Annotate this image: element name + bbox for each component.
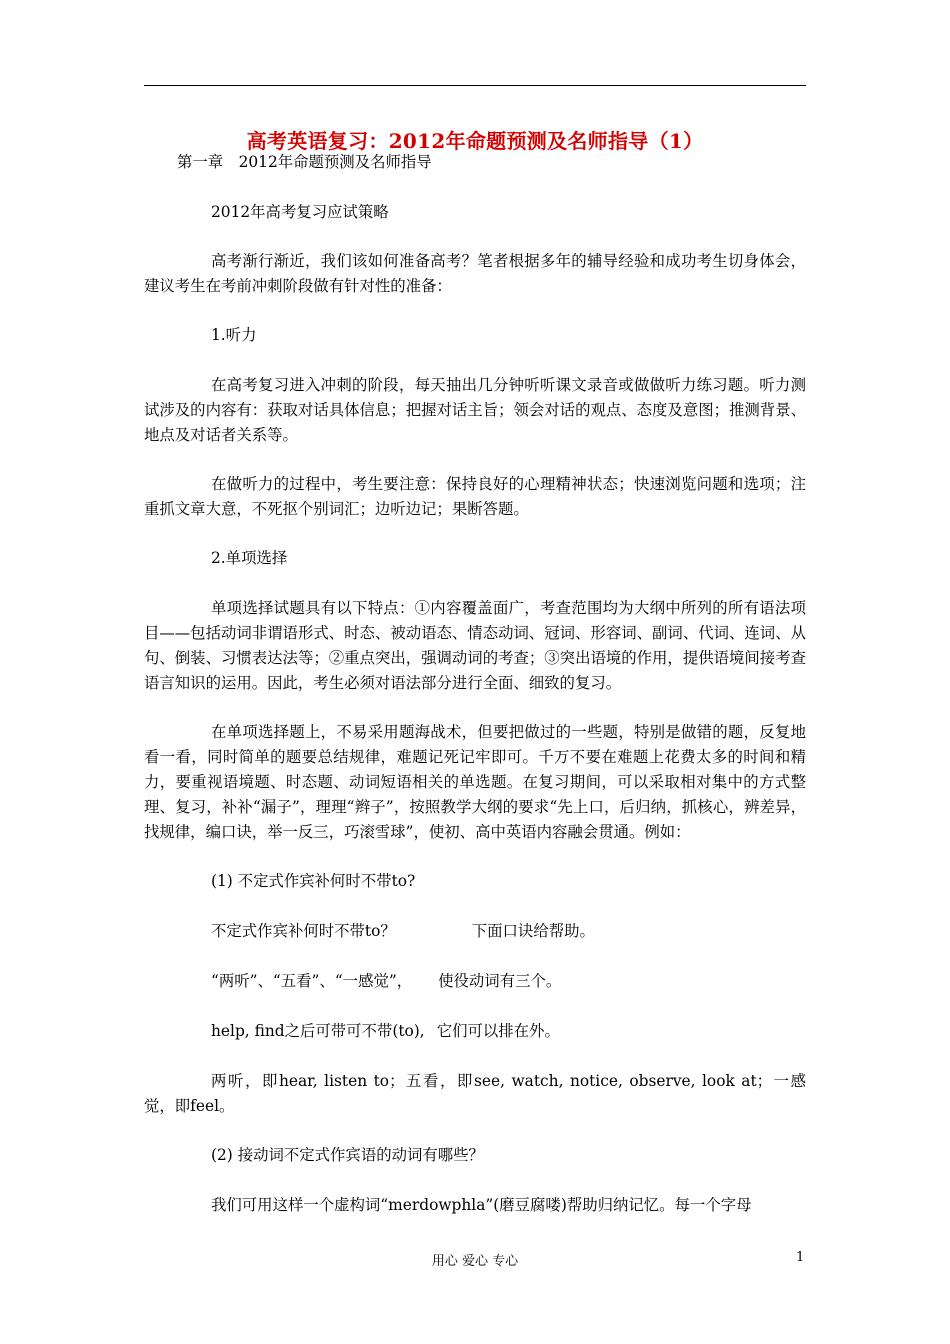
page-number: 1 [796, 1250, 805, 1265]
rhyme-line-1-a: 不定式作宾补何时不带to？ [211, 922, 396, 940]
listening-paragraph-2: 在做听力的过程中，考生要注意：保持良好的心理精神状态；快速浏览问题和选项；注重抓文章大意，不死抠个别词汇；边听边记；果断答题。 [144, 475, 806, 518]
chapter-heading: 第一章 2012年命题预测及名师指导 [177, 153, 432, 171]
single-choice-paragraph-2: 在单项选择题上，不易采用题海战术，但要把做过的一些题，特别是做错的题，反复地看一看，同时简单的题要总结规律，难题记死记牢即可。千万不要在难题上花费太多的时间和精力，要重视语境题、时态题、动词短语相关的单选题。在复习期间，可以采取相对集中的方式整理、复习，补补“漏子”，理理“辫子”，按照教学大纲的要求“先上口，后归纳，抓核心，辨差异，找规律，编口诀，举一反三，巧滚雪球”，使初、高中英语内容融会贯通。例如： [144, 723, 806, 841]
question-2-paragraph: 我们可用这样一个虚构词“merdowphla”(磨豆腐喽)帮助归纳记忆。每一个字母 [211, 1196, 752, 1214]
rhyme-line-2-a: “两听”、“五看”、“一感觉”， [211, 972, 413, 990]
rhyme-line-2-b: 使役动词有三个。 [438, 972, 562, 990]
rhyme-line-1 [211, 919, 806, 944]
rhyme-line-2 [211, 969, 806, 994]
document-title: 高考英语复习：2012年命题预测及名师指导（1） [246, 129, 704, 153]
rhyme-line-3 [211, 1019, 806, 1044]
listening-paragraph-1: 在高考复习进入冲刺的阶段，每天抽出几分钟听听课文录音或做做听力练习题。听力测试涉及的内容有：获取对话具体信息；把握对话主旨；领会对话的观点、态度及意图；推测背景、地点及对话者关系等。 [144, 376, 806, 444]
rhyme-explanation: 两听，即hear, listen to；五看，即see, watch, notice, observe, look at；一感觉，即feel。 [144, 1072, 806, 1115]
section-heading: 2012年高考复习应试策略 [211, 203, 389, 221]
listening-title: 1.听力 [211, 326, 257, 344]
single-choice-paragraph-1: 单项选择试题具有以下特点：①内容覆盖面广，考查范围均为大纲中所列的所有语法项目——包括动词非谓语形式、时态、被动语态、情态动词、冠词、形容词、副词、代词、连词、从句、倒装、习惯表达法等；②重点突出，强调动词的考查；③突出语境的作用，提供语境间接考查语言知识的运用。因此，考生必须对语法部分进行全面、细致的复习。 [144, 599, 806, 692]
question-2-title: (2) 接动词不定式作宾语的动词有哪些？ [211, 1146, 484, 1164]
rhyme-line-3-a: help, find之后可带可不带(to), [211, 1022, 425, 1040]
rhyme-line-3-b: 它们可以排在外。 [436, 1022, 560, 1040]
header-rule [144, 85, 806, 86]
question-1-title: (1) 不定式作宾补何时不带to? [211, 872, 416, 890]
rhyme-line-1-b: 下面口诀给帮助。 [471, 922, 595, 940]
single-choice-title: 2.单项选择 [211, 549, 288, 567]
intro-paragraph: 高考渐行渐近，我们该如何准备高考？笔者根据多年的辅导经验和成功考生切身体会，建议考生在考前冲刺阶段做有针对性的准备： [144, 252, 806, 295]
footer-slogan: 用心 爱心 专心 [431, 1254, 519, 1269]
